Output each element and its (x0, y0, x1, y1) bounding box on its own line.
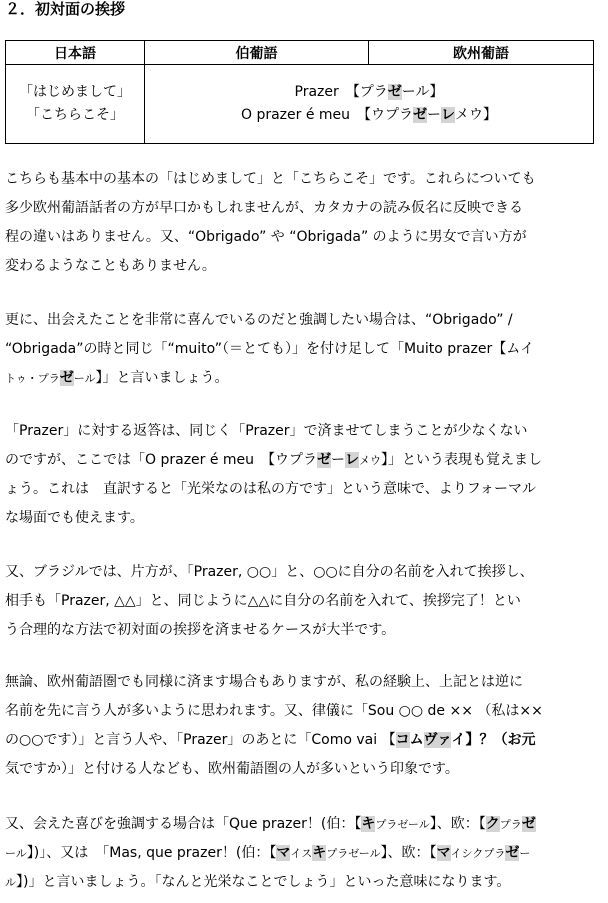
paragraph-3: 「Prazer」に対する返答は、同じく「Prazer」で済ませてしまうことが少なくない のですが、ここでは「O prazer é meu 【ウプラゼーレメウ】」という表現も覚えまし ょう。これは 直訳すると「光栄なのは私の方です」という意味で、よりフォーマル な場面でも使えます。 (5, 423, 543, 526)
paragraph-1: こちらも基本中の基本の「はじめまして」と「こちらこそ」です。これらについても 多少欧州葡語話者の方が早口かもしれませんが、カタカナの読み仮名に反映できる 程の違いはありません。又、“Obrigado” や “Obrigada” のように男女で言い方が 変わるようなこともありません。 (5, 171, 536, 274)
section-heading: ２．初対面の挨拶 (5, 0, 126, 18)
phrase-prazer: Prazer 【プラゼール】 (294, 84, 444, 100)
table-row (6, 65, 594, 144)
paragraph-5: 無論、欧州葡語圏でも同様に済ます場合もありますが、私の経験上、上記とは逆に 名前を先に言う人が多いように思われます。又、律儀に「Sou ○○ de ×× （私は×× の○○です）」と言う人や、「Prazer」のあとに「Como vai 【コムヴァイ】？（お元 気ですか）」と付ける人なども、欧州葡語圏の人が多いという印象です。 (5, 674, 543, 777)
header-european-portuguese: 欧州葡語 (369, 41, 594, 65)
table-header-row (6, 41, 594, 65)
cell-japanese (6, 65, 145, 144)
header-japanese: 日本語 (6, 41, 145, 65)
japanese-kochirakoso: 「こちらこそ」 (26, 107, 124, 123)
paragraph-6: 又、会えた喜びを強調する場合は「Que prazer！(伯：【キプラゼール】、欧：【クプラゼ ール】)」、又は 「Mas, que prazer！(伯：【マイスキプラゼール】、欧：【マイシクプラゼー ル】)」と言いましょう。「なんと光栄なことでしょう」といった意味になります。 (5, 816, 536, 890)
japanese-hajimemashite: 「はじめまして」 (19, 84, 131, 100)
paragraph-4: 又、ブラジルでは、片方が、「Prazer, ○○」と、○○に自分の名前を入れて挨拶し、 相手も「Prazer, △△」と、同じように△△に自分の名前を入れて、挨拶完了！とい う合理的な方法で初対面の挨拶を済ませるケースが大半です。 (5, 564, 534, 638)
cell-portuguese (145, 65, 594, 144)
paragraph-2: 更に、出会えたことを非常に喜んでいるのだと強調したい場合は、“Obrigado” / “Obrigada”の時と同じ「“muito”（＝とても）」を付け足して「Muito prazer【ムイ トゥ・プラゼール】」と言いましょう。 (5, 312, 534, 386)
phrase-o-prazer-e-meu: O prazer é meu 【ウプラゼーレメウ】 (240, 107, 498, 123)
phrase-table (5, 40, 594, 144)
header-brazilian-portuguese: 伯葡語 (145, 41, 369, 65)
